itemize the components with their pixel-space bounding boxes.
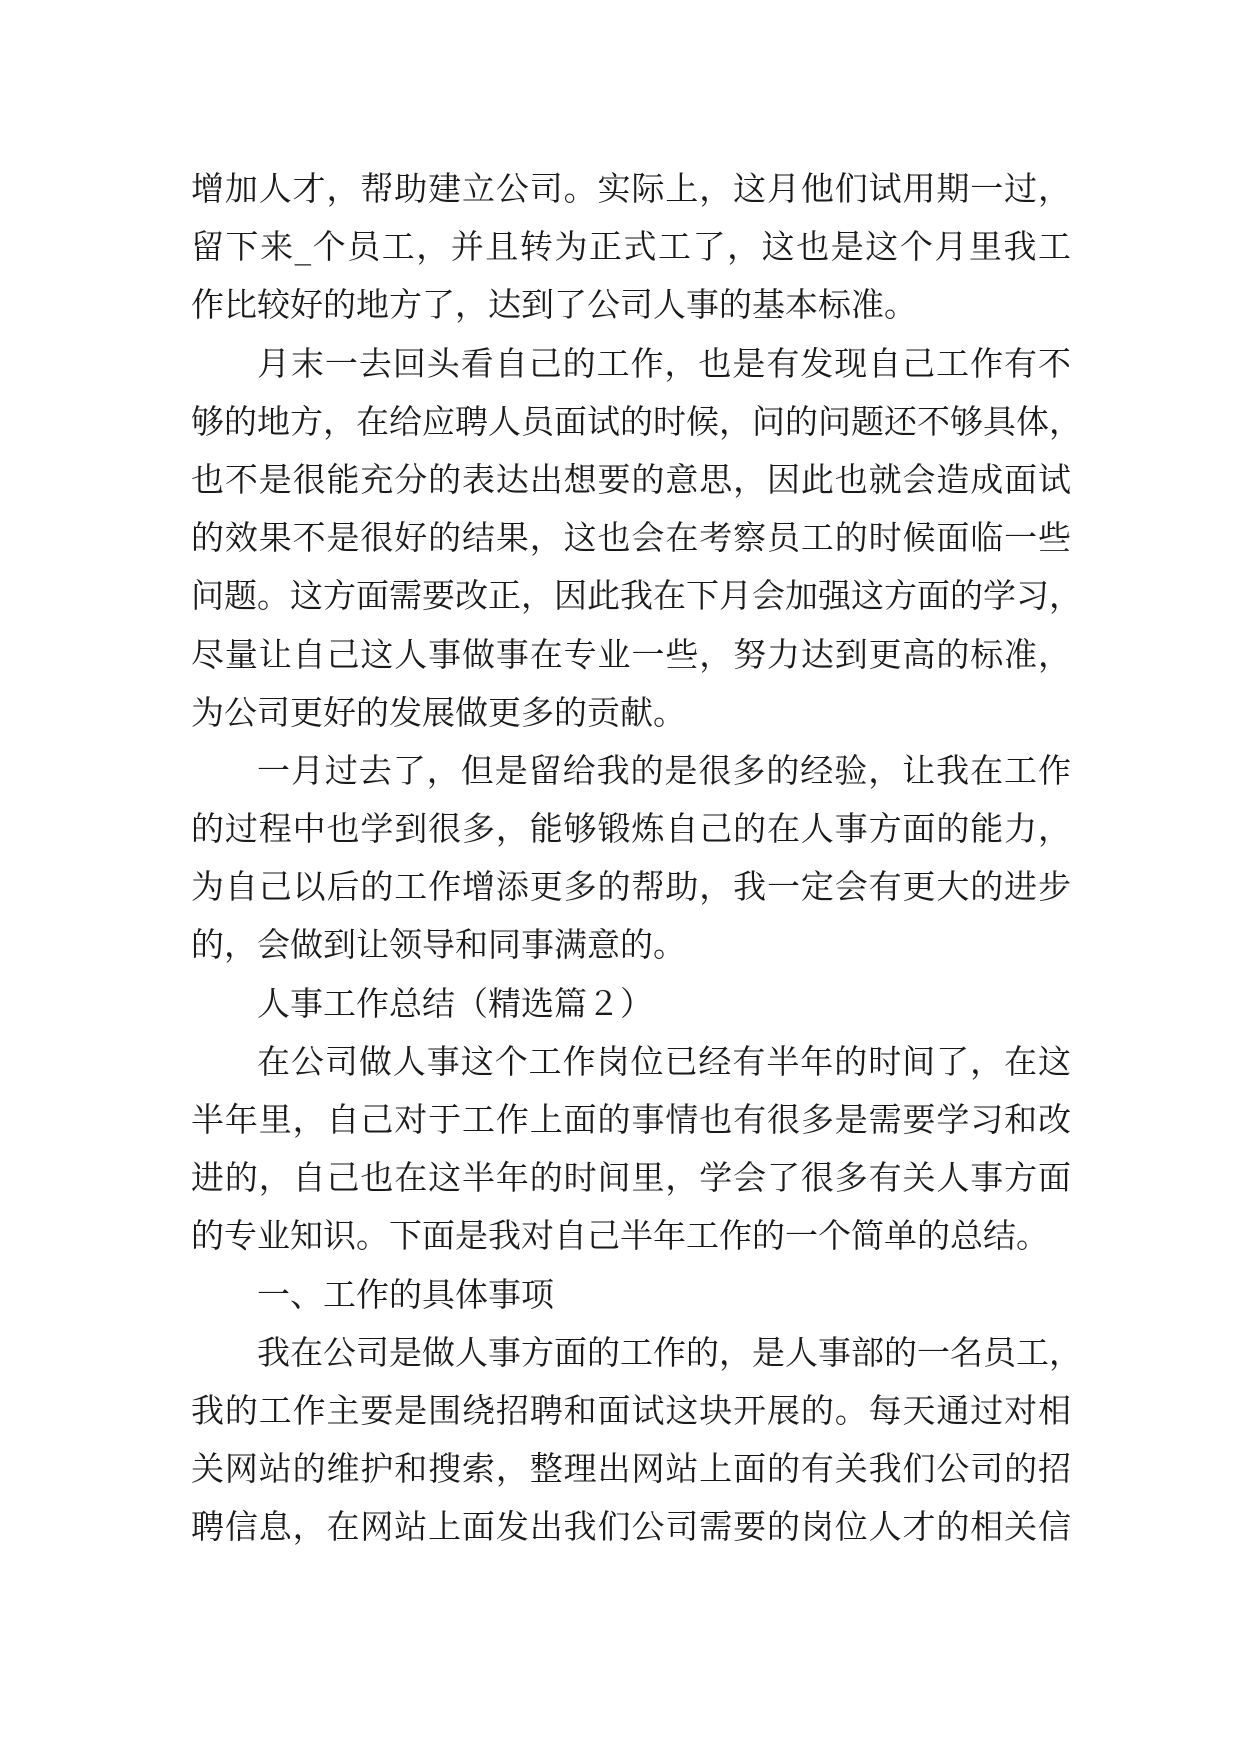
paragraph-line: 的效果不是很好的结果，这也会在考察员工的时候面临一些 (191, 518, 1071, 558)
paragraph-line: 作比较好的地方了，达到了公司人事的基本标准。 (191, 285, 917, 325)
paragraph-line: 我在公司是做人事方面的工作的，是人事部的一名员工， (257, 1332, 1082, 1372)
paragraph-line: 的过程中也学到很多，能够锻炼自己的在人事方面的能力， (191, 809, 1071, 849)
paragraph-line: 在公司做人事这个工作岗位已经有半年的时间了，在这 (257, 1041, 1071, 1081)
paragraph-line: 关网站的维护和搜索，整理出网站上面的有关我们公司的招 (191, 1449, 1071, 1489)
document-body (191, 160, 1082, 1557)
paragraph-line: 月末一去回头看自己的工作，也是有发现自己工作有不 (257, 343, 1071, 383)
paragraph-line: 增加人才，帮助建立公司。实际上，这月他们试用期一过， (191, 169, 1071, 208)
paragraph-line: 的专业知识。下面是我对自己半年工作的一个简单的总结。 (191, 1216, 1049, 1256)
paragraph-line: 为自己以后的工作增添更多的帮助，我一定会有更大的进步 (191, 867, 1071, 907)
paragraph-line: 尽量让自己这人事做事在专业一些，努力达到更高的标准， (191, 634, 1071, 674)
paragraph-line: 聘信息，在网站上面发出我们公司需要的岗位人才的相关信 (191, 1507, 1071, 1547)
paragraph-line: 留下来_个员工，并且转为正式工了，这也是这个月里我工 (191, 227, 1071, 267)
paragraph-line: 半年里，自己对于工作上面的事情也有很多是需要学习和改 (191, 1100, 1071, 1139)
paragraph-line: 问题。这方面需要改正，因此我在下月会加强这方面的学习， (191, 576, 1082, 616)
paragraph-line: 进的，自己也在这半年的时间里，学会了很多有关人事方面 (191, 1158, 1071, 1198)
section-heading: 一、工作的具体事项 (257, 1274, 554, 1314)
paragraph-line: 为公司更好的发展做更多的贡献。 (191, 692, 686, 732)
paragraph-line: 我的工作主要是围绕招聘和面试这块开展的。每天通过对相 (191, 1390, 1071, 1430)
paragraph-line: 够的地方，在给应聘人员面试的时候，问的问题还不够具体， (191, 401, 1082, 441)
paragraph-line: 的，会做到让领导和同事满意的。 (191, 925, 686, 965)
paragraph-line: 一月过去了，但是留给我的是很多的经验，让我在工作 (257, 750, 1071, 790)
paragraph-line: 也不是很能充分的表达出想要的意思，因此也就会造成面试 (191, 459, 1071, 499)
section-heading: 人事工作总结（精选篇２） (257, 983, 653, 1023)
